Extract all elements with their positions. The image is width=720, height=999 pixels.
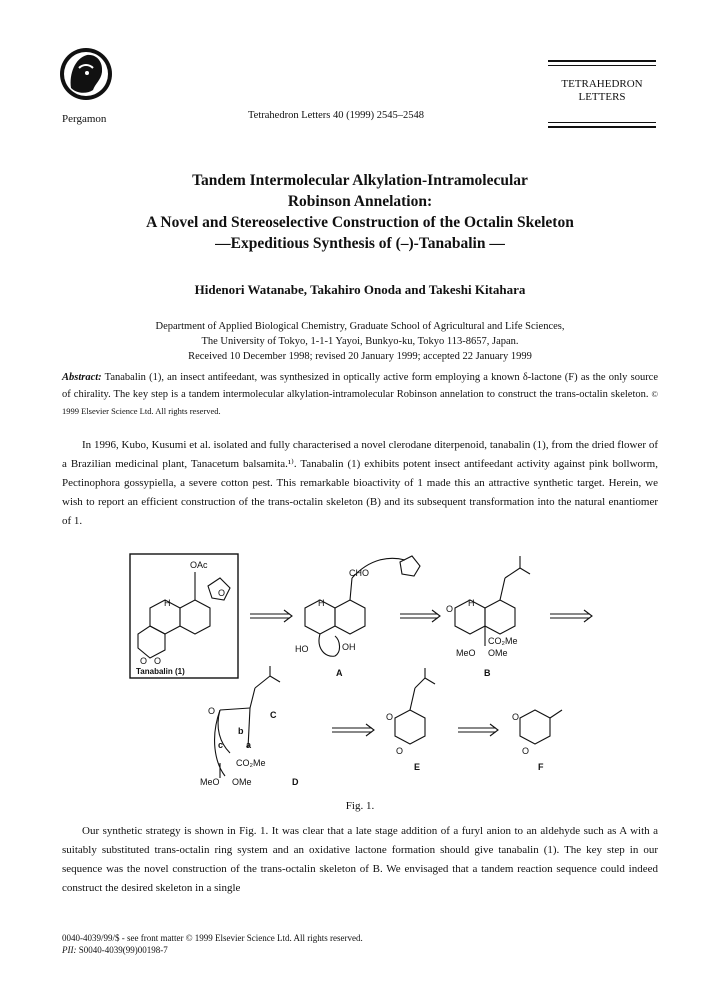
label-F: F [538, 762, 544, 772]
label-o-1: O [218, 588, 226, 598]
label-h-2: H [318, 598, 325, 608]
structure-E [395, 668, 435, 744]
label-ome-2: OMe [232, 777, 252, 787]
abstract-text: Tanabalin (1), an insect antifeedant, was synthesized in optically active form employing a known δ-lactone (F) as the only source of chirality. The key step is a tandem intermolecular alkylation-intramolecular Robinson annelation to construct the trans-octalin skeleton. [62, 372, 659, 400]
label-meo-2: MeO [200, 777, 220, 787]
received-dates: Received 10 December 1998; revised 20 January 1999; accepted 22 January 1999 [188, 351, 532, 362]
label-C: C [270, 710, 277, 720]
label-bond-b: b [238, 726, 244, 736]
paper-title [60, 170, 660, 254]
title-line-4: —Expeditious Synthesis of (–)-Tanabalin — [215, 235, 505, 252]
label-D: D [292, 777, 299, 787]
footer-copyright: 0040-4039/99/$ - see front matter © 1999 Elsevier Science Ltd. All rights reserved. [62, 933, 363, 943]
label-o-3: O [154, 656, 162, 666]
label-A: A [336, 668, 343, 678]
label-o-7: O [396, 746, 404, 756]
abstract [62, 370, 658, 420]
label-meo-1: MeO [456, 648, 476, 658]
retro-arrow-3 [550, 610, 592, 622]
authors: Hidenori Watanabe, Takahiro Onoda and Takeshi Kitahara [194, 282, 526, 297]
journal-reference: Tetrahedron Letters 40 (1999) 2545–2548 [248, 110, 424, 121]
bottom-rule-2 [548, 126, 656, 128]
abstract-copyright: © 1999 Elsevier Science Ltd. All rights reserved. [62, 389, 659, 416]
figure-caption: Fig. 1. [345, 800, 375, 812]
label-ome-1: OMe [488, 648, 508, 658]
journal-masthead-line2: LETTERS [578, 91, 626, 103]
title-line-3: A Novel and Stereoselective Construction of the Octalin Skeleton [146, 214, 574, 231]
top-rule-1 [548, 60, 656, 62]
label-co2me-2: CO₂Me [236, 758, 266, 768]
label-E: E [414, 762, 421, 772]
affiliation [60, 319, 660, 364]
label-o-4: O [446, 604, 454, 614]
retro-arrow-1 [250, 610, 292, 622]
structure-F [520, 710, 562, 744]
footer-pii-label: PII: [62, 945, 77, 955]
affiliation-line-2: The University of Tokyo, 1-1-1 Yayoi, Bunkyo-ku, Tokyo 113-8657, Japan. [201, 336, 519, 347]
bottom-rule-1 [548, 122, 656, 123]
journal-masthead [548, 78, 656, 104]
label-bond-c: c [218, 740, 224, 750]
figure-1-scheme [120, 548, 620, 798]
retro-arrow-2 [400, 610, 440, 622]
publisher-name: Pergamon [62, 113, 107, 125]
footer-pii-value: S0040-4039(99)00198-7 [78, 945, 168, 955]
affiliation-line-1: Department of Applied Biological Chemistry, Graduate School of Agricultural and Life Sciences, [155, 321, 565, 332]
title-line-1: Tandem Intermolecular Alkylation-Intramolecular [192, 172, 528, 189]
tanabalin-structure [138, 572, 230, 658]
label-o-6: O [386, 712, 394, 722]
paragraph-intro: In 1996, Kubo, Kusumi et al. isolated and fully characterised a novel clerodane diterpenoid, tanabalin (1), from the dried flower of a Brazilian medicinal plant, Tanacetum balsamita.¹⁾. Tanabalin (1) exhibits potent insect antifeedant activity against pink bollworm, Pectinophora gossypiella, a severe cotton pest. This remarkable bioactivity of 1 made this an attractive synthetic target. Herein, we wish to report an efficient construction of the trans-octalin skeleton (B) and its subsequent transformation into the natural enantiomer of 1. [62, 439, 658, 527]
retro-arrow-4 [332, 724, 374, 736]
label-ho: HO [295, 644, 309, 654]
label-o-8: O [512, 712, 520, 722]
top-rule-2 [548, 65, 656, 66]
label-o-5: O [208, 706, 216, 716]
label-B: B [484, 668, 491, 678]
label-o-2: O [140, 656, 148, 666]
structure-B [455, 556, 530, 646]
abstract-label: Abstract: [62, 372, 102, 383]
paragraph-strategy: Our synthetic strategy is shown in Fig. 1. It was clear that a late stage addition of a furyl anion to an aldehyde such as A with a suitably substituted trans-octalin ring system and an oxidative lactone formation should give tanabalin (1). The key step in our sequence was the novel construction of the trans-octalin skeleton of B. We envisaged that a tandem reaction sequence could indeed construct the desired skeleton in a single [62, 825, 658, 894]
label-oac: OAc [190, 560, 208, 570]
label-h-1: H [164, 598, 171, 608]
label-bond-a: a [246, 740, 252, 750]
retro-arrow-5 [458, 724, 498, 736]
label-tanabalin: Tanabalin (1) [136, 667, 185, 676]
footer-pii [62, 944, 363, 956]
footer [62, 932, 363, 956]
label-co2me-1: CO₂Me [488, 636, 518, 646]
title-line-2: Robinson Annelation: [287, 193, 433, 210]
journal-masthead-line1: TETRAHEDRON [561, 78, 643, 90]
label-o-9: O [522, 746, 530, 756]
pergamon-logo [57, 44, 115, 110]
label-oh: OH [342, 642, 356, 652]
label-h-3: H [468, 598, 475, 608]
label-cho: CHO [349, 568, 369, 578]
